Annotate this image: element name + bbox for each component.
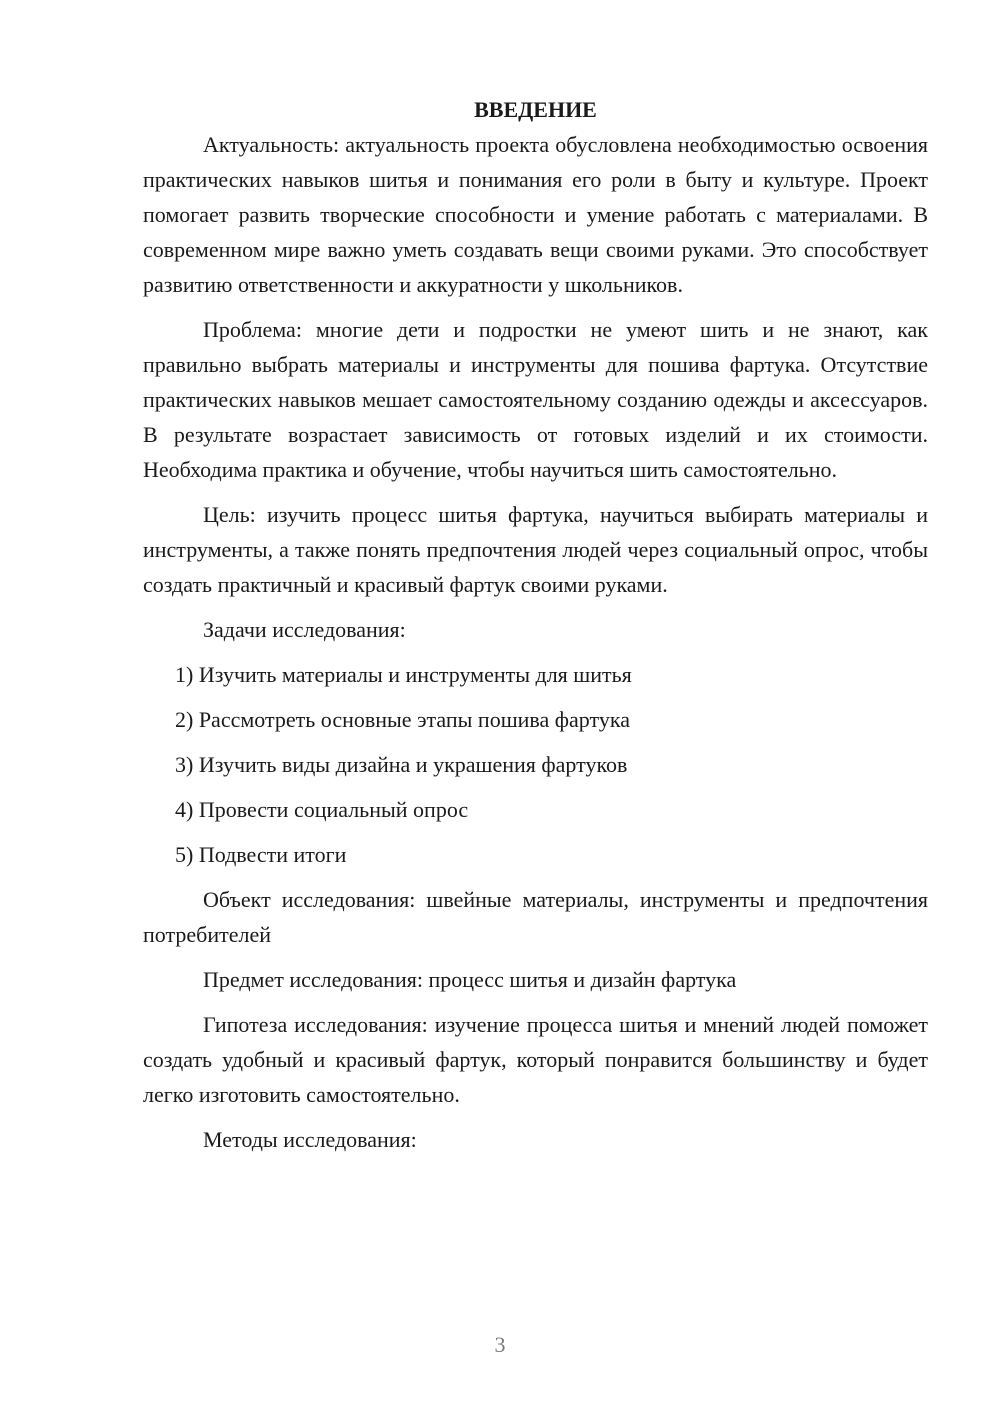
task-item: 1) Изучить материалы и инструменты для шитья	[175, 662, 632, 687]
paragraph-hypothesis: Гипотеза исследования: изучение процесса шитья и мнений людей поможет создать удобный и красивый фартук, который понравится большинству и будет легко изготовить самостоятельно.	[143, 1012, 928, 1107]
page-number: 3	[494, 1332, 506, 1357]
paragraph-object: Объект исследования: швейные материалы, инструменты и предпочтения потребителей	[143, 887, 928, 947]
document-page	[143, 92, 928, 1167]
paragraph-problem: Проблема: многие дети и подростки не умеют шить и не знают, как правильно выбрать материалы и инструменты для пошива фартука. Отсутствие практических навыков мешает самостоятельному созданию одежды и аксессуаров. В результате возрастает зависимость от готовых изделий и их стоимости. Необходима практика и обучение, чтобы научиться шить самостоятельно.	[143, 317, 928, 482]
task-item: 2) Рассмотреть основные этапы пошива фартука	[175, 707, 630, 732]
tasks-heading: Задачи исследования:	[203, 617, 406, 642]
section-title: ВВЕДЕНИЕ	[474, 97, 597, 122]
task-list	[143, 657, 928, 872]
task-item: 3) Изучить виды дизайна и украшения фартуков	[175, 752, 628, 777]
paragraph-goal: Цель: изучить процесс шитья фартука, научиться выбирать материалы и инструменты, а также понять предпочтения людей через социальный опрос, чтобы создать практичный и красивый фартук своими руками.	[143, 502, 928, 597]
task-item: 4) Провести социальный опрос	[175, 797, 469, 822]
paragraph-subject: Предмет исследования: процесс шитья и дизайн фартука	[203, 967, 737, 992]
paragraph-methods: Методы исследования:	[203, 1127, 417, 1152]
task-item: 5) Подвести итоги	[175, 842, 347, 867]
paragraph-relevance: Актуальность: актуальность проекта обусловлена необходимостью освоения практических навыков шитья и понимания его роли в быту и культуре. Проект помогает развить творческие способности и умение работать с материалами. В современном мире важно уметь создавать вещи своими руками. Это способствует развитию ответственности и аккуратности у школьников.	[143, 132, 928, 297]
